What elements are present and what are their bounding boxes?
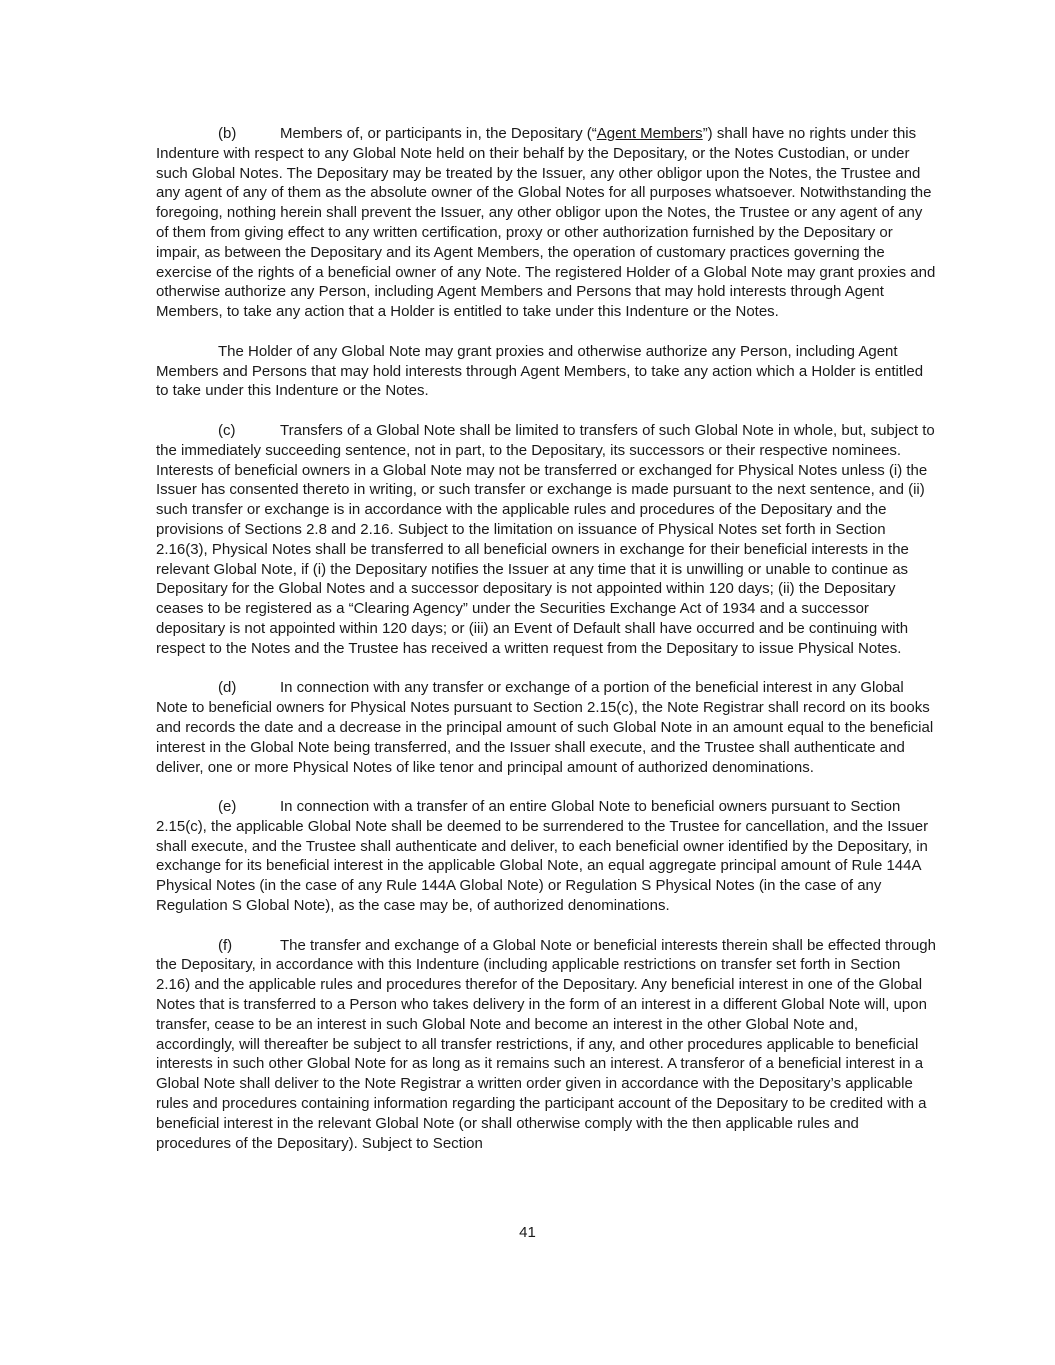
paragraph-b <box>156 124 936 322</box>
paragraph-label: (b) <box>218 125 237 142</box>
paragraph-text: The Holder of any Global Note may grant proxies and otherwise authorize any Person, including Agent Members and Persons that may hold interests through Agent Members, to take any action which a Holder is entitled to take under this Indenture or the Notes. <box>156 342 924 400</box>
paragraph-text: The transfer and exchange of a Global Note or beneficial interests therein shall be effected through the Depositary, in accordance with this Indenture (including applicable restrictions on transfer set forth in Section 2.16) and the applicable rules and procedures therefor of the Depositary. Any beneficial interest in one of the Global Notes that is transferred to a Person who takes delivery in the form of an interest in a different Global Note will, upon transfer, cease to be an interest in such Global Note and become an interest in the other Global Note and, accordingly, will thereafter be subject to all transfer restrictions, if any, and other procedures applicable to beneficial interests in such other Global Note for as long as it remains such an interest. A transferor of a beneficial interest in a Global Note shall deliver to the Note Registrar a written order given in accordance with the Depositary’s applicable rules and procedures containing information regarding the participant account of the Depositary to be credited with a beneficial interest in the relevant Global Note (or shall otherwise comply with the then applicable rules and procedures of the Depositary). Subject to Section <box>156 936 936 1152</box>
paragraph-text: In connection with any transfer or exchange of a portion of the beneficial interest in any Global Note to beneficial owners for Physical Notes pursuant to Section 2.15(c), the Note Registrar shall record on its books and records the date and a decrease in the principal amount of such Global Note in an amount equal to the beneficial interest in the Global Note being transferred, and the Issuer shall execute, and the Trustee shall authenticate and deliver, one or more Physical Notes of like tenor and principal amount of authorized denominations. <box>156 679 934 776</box>
paragraph-holder <box>156 342 936 401</box>
document-page <box>156 124 936 1153</box>
paragraph-c <box>156 421 936 659</box>
paragraph-text: In connection with a transfer of an entire Global Note to beneficial owners pursuant to Section 2.15(c), the applicable Global Note shall be deemed to be surrendered to the Trustee for cancellation, and the Issuer shall execute, and the Trustee shall authenticate and deliver, to each beneficial owner identified by the Depositary, in exchange for its beneficial interest in the applicable Global Note, an equal aggregate principal amount of Rule 144A Physical Notes (in the case of any Rule 144A Global Note) or Regulation S Physical Notes (in the case of any Regulation S Global Note), as the case may be, of authorized denominations. <box>156 798 929 915</box>
paragraph-text: ”) shall have no rights under this Indenture with respect to any Global Note held on their behalf by the Depositary, or the Notes Custodian, or under such Global Notes. The Depositary may be treated by the Issuer, any other obligor upon the Notes, the Trustee and any agent of any of them as the absolute owner of the Global Notes for all purposes whatsoever. Notwithstanding the foregoing, nothing herein shall prevent the Issuer, any other obligor upon the Notes, the Trustee or any agent of any of them from giving effect to any written certification, proxy or other authorization furnished by the Depositary or impair, as between the Depositary and its Agent Members, the operation of customary practices governing the exercise of the rights of a beneficial owner of any Note. The registered Holder of a Global Note may grant proxies and otherwise authorize any Person, including Agent Members and Persons that may hold interests through Agent Members, to take any action that a Holder is entitled to take under this Indenture or the Notes. <box>156 125 936 321</box>
page-number: 41 <box>519 1224 536 1241</box>
defined-term-agent-members: Agent Members <box>596 125 703 142</box>
paragraph-text: Transfers of a Global Note shall be limited to transfers of such Global Note in whole, but, subject to the immediately succeeding sentence, not in part, to the Depositary, its successors or their respective nominees. Interests of beneficial owners in a Global Note may not be transferred or exchanged for Physical Notes unless (i) the Issuer has consented thereto in writing, or such transfer or exchange is made pursuant to the next sentence, and (ii) such transfer or exchange is in accordance with the applicable rules and procedures of the Depositary and the provisions of Sections 2.8 and 2.16. Subject to the limitation on issuance of Physical Notes set forth in Section 2.16(3), Physical Notes shall be transferred to all beneficial owners in exchange for their beneficial interests in the relevant Global Note, if (i) the Depositary notifies the Issuer at any time that it is unwilling or unable to continue as Depositary for the Global Notes and a successor depositary is not appointed within 120 days; (ii) the Depositary ceases to be registered as a “Clearing Agency” under the Securities Exchange Act of 1934 and a successor depositary is not appointed within 120 days; or (iii) an Event of Default shall have occurred and be continuing with respect to the Notes and the Trustee has received a written request from the Depositary to issue Physical Notes. <box>156 421 935 657</box>
paragraph-label: (f) <box>218 936 233 954</box>
paragraph-e <box>156 797 936 916</box>
paragraph-label: (c) <box>218 421 236 439</box>
paragraph-text: Members of, or participants in, the Depositary (“ <box>280 125 597 142</box>
paragraph-f <box>156 936 936 1154</box>
paragraph-d <box>156 678 936 777</box>
paragraph-label: (e) <box>218 798 237 816</box>
paragraph-label: (d) <box>218 679 237 697</box>
